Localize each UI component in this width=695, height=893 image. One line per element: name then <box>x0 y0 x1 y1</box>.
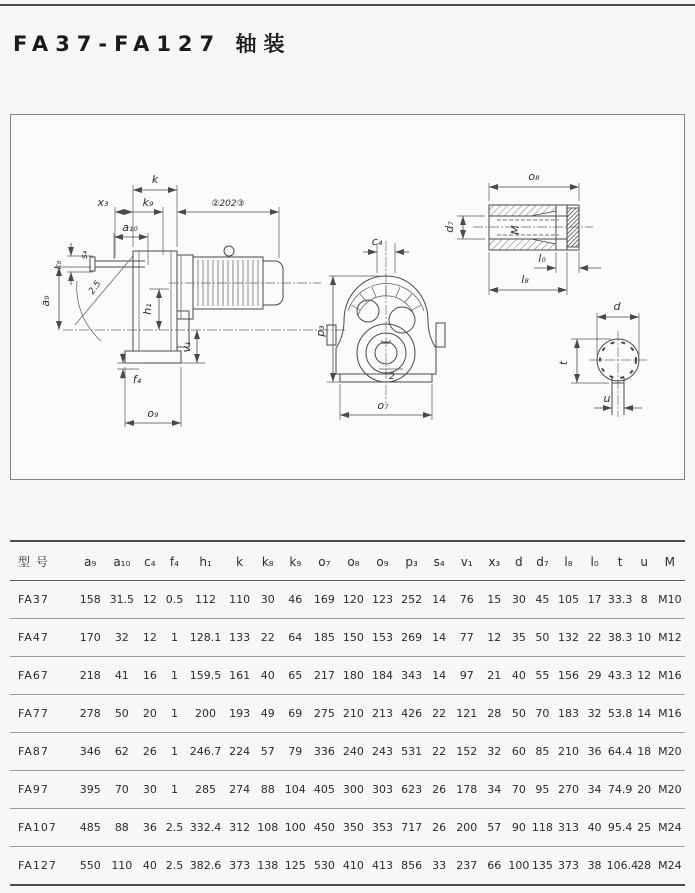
value-cell: 856 <box>401 859 423 872</box>
table-row <box>10 657 685 695</box>
value-cell: 36 <box>583 733 607 771</box>
value-cell: 405 <box>310 771 339 809</box>
value-cell: 161 <box>225 657 255 695</box>
value-cell: 178 <box>452 771 481 809</box>
side-view <box>39 173 346 427</box>
value-cell: 79 <box>281 733 310 771</box>
value-cell: 200 <box>452 809 481 847</box>
value-cell: M20 <box>655 771 685 809</box>
value-cell: 125 <box>284 859 306 872</box>
model-cell: FA37 <box>10 581 74 619</box>
dimension-table <box>10 540 685 886</box>
value-cell: 26 <box>426 809 452 847</box>
model-cell: FA127 <box>18 859 57 872</box>
value-cell: 22 <box>255 619 281 657</box>
value-cell: 224 <box>225 733 255 771</box>
table-row <box>10 847 685 886</box>
value-cell: 183 <box>554 695 582 733</box>
value-cell: 300 <box>339 771 368 809</box>
value-cell: 69 <box>281 695 310 733</box>
value-cell: 336 <box>310 733 339 771</box>
value-cell: 332.4 <box>186 809 224 847</box>
column-header: k₉ <box>281 541 310 581</box>
value-cell: 193 <box>225 695 255 733</box>
value-cell: 90 <box>507 809 530 847</box>
value-cell: 20 <box>634 771 655 809</box>
drawing-box <box>10 114 685 480</box>
value-cell: 285 <box>186 771 224 809</box>
model-cell: FA97 <box>10 771 74 809</box>
model-cell: FA77 <box>10 695 74 733</box>
dim-label-t: t <box>557 360 570 366</box>
value-cell: 123 <box>368 581 397 619</box>
front-view <box>314 235 445 420</box>
value-cell: 100 <box>508 859 530 872</box>
value-cell: 29 <box>583 657 607 695</box>
column-header: d <box>507 541 530 581</box>
value-cell: 243 <box>368 733 397 771</box>
value-cell: 18 <box>634 733 655 771</box>
column-header: a₉ <box>74 541 106 581</box>
value-cell: 237 <box>456 859 478 872</box>
value-cell: 95.4 <box>607 809 634 847</box>
value-cell: 100 <box>281 809 310 847</box>
value-cell: 531 <box>397 733 426 771</box>
value-cell: 353 <box>368 809 397 847</box>
value-cell: 49 <box>255 695 281 733</box>
value-cell: 38 <box>587 859 602 872</box>
value-cell: 373 <box>557 859 579 872</box>
value-cell: 180 <box>339 657 368 695</box>
value-cell: 485 <box>74 809 106 847</box>
dim-label-p3: p₃ <box>314 325 327 337</box>
value-cell: M12 <box>655 619 685 657</box>
value-cell: 62 <box>106 733 137 771</box>
value-cell: 10 <box>634 619 655 657</box>
value-cell: 12 <box>634 657 655 695</box>
dim-label-angle: 2.5 <box>87 279 104 297</box>
value-cell: 121 <box>452 695 481 733</box>
dim-label-2: 2 <box>389 372 395 382</box>
value-cell: 184 <box>368 657 397 695</box>
value-cell: 426 <box>397 695 426 733</box>
value-cell: 32 <box>583 695 607 733</box>
value-cell: M10 <box>655 581 685 619</box>
value-cell: 2.5 <box>165 859 184 872</box>
column-header: u <box>634 541 655 581</box>
value-cell: 95 <box>530 771 554 809</box>
value-cell: 64.4 <box>607 733 634 771</box>
table-row <box>10 809 685 847</box>
value-cell: 35 <box>507 619 530 657</box>
dim-label-k9: k₉ <box>142 196 154 209</box>
dim-label-h1: h₁ <box>141 303 154 315</box>
value-cell: 85 <box>530 733 554 771</box>
column-header: 型 号 <box>10 541 74 581</box>
value-cell: 14 <box>426 619 452 657</box>
column-header: f₄ <box>162 541 186 581</box>
value-cell: 20 <box>137 695 162 733</box>
model-cell: FA47 <box>10 619 74 657</box>
value-cell: 128.1 <box>186 619 224 657</box>
dim-label-s4: s₄ <box>80 250 90 260</box>
value-cell: 185 <box>310 619 339 657</box>
value-cell: 30 <box>507 581 530 619</box>
column-header: o₇ <box>310 541 339 581</box>
value-cell: 70 <box>507 771 530 809</box>
value-cell: 88 <box>106 809 137 847</box>
value-cell: 88 <box>255 771 281 809</box>
value-cell: 30 <box>137 771 162 809</box>
model-cell: FA107 <box>10 809 74 847</box>
value-cell: 36 <box>137 809 162 847</box>
table-header-row <box>10 541 685 581</box>
column-header: p₃ <box>397 541 426 581</box>
value-cell: 108 <box>255 809 281 847</box>
value-cell: 50 <box>507 695 530 733</box>
value-cell: 50 <box>530 619 554 657</box>
value-cell: 169 <box>310 581 339 619</box>
dim-label-o7: o₇ <box>377 399 389 412</box>
value-cell: 64 <box>281 619 310 657</box>
column-header: d₇ <box>530 541 554 581</box>
value-cell: 213 <box>368 695 397 733</box>
value-cell: 200 <box>186 695 224 733</box>
value-cell: M24 <box>655 809 685 847</box>
value-cell: 623 <box>397 771 426 809</box>
value-cell: 413 <box>372 859 393 872</box>
table-row <box>10 581 685 619</box>
column-header: c₄ <box>137 541 162 581</box>
value-cell: 278 <box>74 695 106 733</box>
dim-label-l8: l₈ <box>521 273 529 286</box>
value-cell: 132 <box>554 619 582 657</box>
value-cell: 66 <box>487 859 502 872</box>
value-cell: 74.9 <box>607 771 634 809</box>
technical-drawing <box>11 115 684 477</box>
value-cell: 53.8 <box>607 695 634 733</box>
column-header: o₉ <box>368 541 397 581</box>
value-cell: 246.7 <box>186 733 224 771</box>
value-cell: 15 <box>481 581 507 619</box>
value-cell: 77 <box>452 619 481 657</box>
column-header: t <box>607 541 634 581</box>
column-header: x₃ <box>481 541 507 581</box>
value-cell: M24 <box>658 859 682 872</box>
value-cell: 104 <box>281 771 310 809</box>
value-cell: 312 <box>225 809 255 847</box>
column-header: k <box>225 541 255 581</box>
value-cell: 76 <box>452 581 481 619</box>
value-cell: 32 <box>106 619 137 657</box>
dim-label-k8: k₈ <box>54 260 64 270</box>
section-view <box>557 300 647 417</box>
dim-label-v1: v₁ <box>180 341 193 353</box>
value-cell: 395 <box>74 771 106 809</box>
value-cell: 17 <box>583 581 607 619</box>
value-cell: 550 <box>79 859 101 872</box>
value-cell: 110 <box>111 859 133 872</box>
value-cell: 0.5 <box>162 581 186 619</box>
value-cell: 110 <box>225 581 255 619</box>
value-cell: 22 <box>583 619 607 657</box>
value-cell: M20 <box>655 733 685 771</box>
value-cell: 34 <box>583 771 607 809</box>
value-cell: 252 <box>397 581 426 619</box>
value-cell: 2.5 <box>162 809 186 847</box>
value-cell: 275 <box>310 695 339 733</box>
value-cell: 210 <box>554 733 582 771</box>
value-cell: 156 <box>554 657 582 695</box>
value-cell: 45 <box>530 581 554 619</box>
value-cell: 105 <box>554 581 582 619</box>
dim-label-k: k <box>151 173 159 186</box>
value-cell: 303 <box>368 771 397 809</box>
value-cell: 26 <box>426 771 452 809</box>
value-cell: 12 <box>481 619 507 657</box>
value-cell: 313 <box>554 809 582 847</box>
value-cell: 33 <box>432 859 447 872</box>
value-cell: 14 <box>634 695 655 733</box>
value-cell: 210 <box>339 695 368 733</box>
value-cell: 65 <box>281 657 310 695</box>
value-cell: 138 <box>257 859 279 872</box>
value-cell: 270 <box>554 771 582 809</box>
value-cell: 112 <box>186 581 224 619</box>
value-cell: 28 <box>637 859 652 872</box>
model-cell: FA67 <box>10 657 74 695</box>
value-cell: 43.3 <box>607 657 634 695</box>
value-cell: 97 <box>452 657 481 695</box>
value-cell: 31.5 <box>106 581 137 619</box>
model-cell: FA87 <box>10 733 74 771</box>
dimension-table-wrap <box>10 540 685 886</box>
value-cell: 22 <box>426 733 452 771</box>
dim-label-u: u <box>603 392 611 405</box>
value-cell: 218 <box>74 657 106 695</box>
value-cell: 33.3 <box>607 581 634 619</box>
column-header: a₁₀ <box>106 541 137 581</box>
value-cell: 1 <box>162 733 186 771</box>
value-cell: 217 <box>310 657 339 695</box>
value-cell: 1 <box>162 657 186 695</box>
table-body <box>10 581 685 886</box>
value-cell: 159.5 <box>186 657 224 695</box>
dim-label-c4: c₄ <box>371 235 383 248</box>
table-row <box>10 771 685 809</box>
value-cell: 120 <box>339 581 368 619</box>
column-header: s₄ <box>426 541 452 581</box>
value-cell: 346 <box>74 733 106 771</box>
value-cell: 269 <box>397 619 426 657</box>
column-header: o₈ <box>339 541 368 581</box>
value-cell: 170 <box>74 619 106 657</box>
value-cell: 12 <box>137 581 162 619</box>
value-cell: M16 <box>655 657 685 695</box>
value-cell: 40 <box>507 657 530 695</box>
page-title: FA37-FA127 轴装 <box>13 32 292 56</box>
value-cell: 60 <box>507 733 530 771</box>
value-cell: 240 <box>339 733 368 771</box>
value-cell: 40 <box>255 657 281 695</box>
value-cell: 14 <box>426 581 452 619</box>
column-header: v₁ <box>452 541 481 581</box>
value-cell: 106.4 <box>606 859 639 872</box>
dim-label-a10: a₁₀ <box>122 221 138 234</box>
value-cell: 55 <box>530 657 554 695</box>
value-cell: 50 <box>106 695 137 733</box>
dim-label-d: d <box>613 300 621 313</box>
value-cell: 133 <box>225 619 255 657</box>
table-row <box>10 695 685 733</box>
value-cell: 57 <box>255 733 281 771</box>
value-cell: 38.3 <box>607 619 634 657</box>
dim-label-d7: d₇ <box>443 221 456 233</box>
column-header: l₈ <box>554 541 582 581</box>
value-cell: 70 <box>530 695 554 733</box>
value-cell: 70 <box>106 771 137 809</box>
value-cell: 57 <box>481 809 507 847</box>
value-cell: 382.6 <box>189 859 222 872</box>
dim-label-M: M <box>509 225 522 235</box>
value-cell: 1 <box>162 771 186 809</box>
column-header: h₁ <box>186 541 224 581</box>
value-cell: 26 <box>137 733 162 771</box>
dim-label-x3: x₃ <box>97 196 109 209</box>
value-cell: 30 <box>255 581 281 619</box>
value-cell: 12 <box>137 619 162 657</box>
value-cell: 135 <box>531 859 553 872</box>
table-row <box>10 733 685 771</box>
top-rule <box>0 4 695 6</box>
column-header: k₈ <box>255 541 281 581</box>
value-cell: 350 <box>339 809 368 847</box>
value-cell: 40 <box>583 809 607 847</box>
value-cell: 34 <box>481 771 507 809</box>
shaft-view <box>443 170 601 295</box>
value-cell: 153 <box>368 619 397 657</box>
value-cell: 373 <box>229 859 251 872</box>
value-cell: 158 <box>74 581 106 619</box>
value-cell: 21 <box>481 657 507 695</box>
column-header: l₀ <box>583 541 607 581</box>
value-cell: 150 <box>339 619 368 657</box>
value-cell: 40 <box>142 859 157 872</box>
value-cell: 410 <box>342 859 364 872</box>
value-cell: 450 <box>310 809 339 847</box>
value-cell: 22 <box>426 695 452 733</box>
value-cell: 8 <box>634 581 655 619</box>
dim-label-o8: o₈ <box>528 170 540 183</box>
value-cell: 41 <box>106 657 137 695</box>
value-cell: 25 <box>634 809 655 847</box>
value-cell: 32 <box>481 733 507 771</box>
column-header: M <box>655 541 685 581</box>
value-cell: 717 <box>397 809 426 847</box>
value-cell: 118 <box>530 809 554 847</box>
value-cell: 14 <box>426 657 452 695</box>
value-cell: 152 <box>452 733 481 771</box>
value-cell: 16 <box>137 657 162 695</box>
value-cell: 28 <box>481 695 507 733</box>
dim-label-l0: l₀ <box>538 252 546 265</box>
table-row <box>10 619 685 657</box>
dim-label-a9: a₉ <box>39 295 52 307</box>
value-cell: 1 <box>162 619 186 657</box>
value-cell: 343 <box>397 657 426 695</box>
value-cell: M16 <box>655 695 685 733</box>
value-cell: 274 <box>225 771 255 809</box>
value-cell: 530 <box>313 859 335 872</box>
dim-label-202: ②202③ <box>211 199 245 209</box>
dim-label-o9: o₉ <box>147 407 159 420</box>
value-cell: 46 <box>281 581 310 619</box>
dim-label-f4: f₄ <box>132 373 142 386</box>
value-cell: 1 <box>162 695 186 733</box>
